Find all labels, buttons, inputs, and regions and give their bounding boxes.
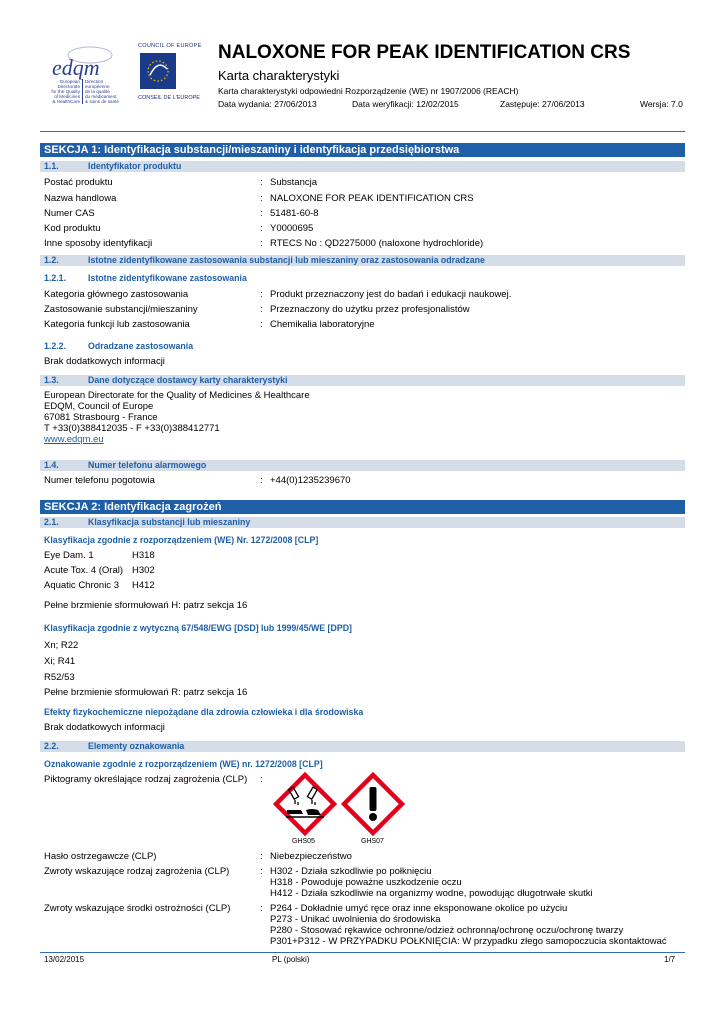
trade-name-value: NALOXONE FOR PEAK IDENTIFICATION CRS	[270, 193, 474, 204]
ghs07-exclamation-icon	[341, 772, 405, 836]
edqm-org-en: European Directorate for the Quality of Medicines & HealthCare	[51, 79, 80, 104]
cas-value: 51481-60-8	[270, 208, 319, 219]
dsd-classification-heading: Klasyfikacja zgodnie z wytyczną 67/548/EWG [DSD] lub 1999/45/WE [DPD]	[44, 623, 352, 633]
footer-page-number: 1/7	[664, 955, 676, 964]
dsd-row: R52/53	[44, 672, 75, 683]
version: Wersja: 7.0	[640, 99, 683, 109]
clp-code: H318	[132, 550, 155, 561]
signal-word-label: Hasło ostrzegawcze (CLP)	[44, 851, 157, 862]
trade-name-label: Nazwa handlowa	[44, 193, 117, 204]
emergency-label: Numer telefonu pogotowia	[44, 475, 155, 486]
function-use-label: Kategoria funkcji lub zastosowania	[44, 319, 190, 330]
pictograms-colon: :	[260, 774, 263, 785]
clp-code: H412	[132, 580, 155, 591]
subsection-2-1: 2.1. Klasyfikacja substancji lub mieszaniny	[40, 517, 685, 528]
footer-divider	[40, 952, 685, 953]
supplier-website-link[interactable]: www.edqm.eu	[44, 434, 104, 445]
h-full-text-note: Pełne brzmienie sformułowań H: patrz sekcja 16	[44, 600, 248, 611]
function-use-value: Chemikalia laboratoryjne	[270, 319, 375, 330]
precautionary-statement: P280 - Stosować rękawice ochronne/odzież ochronną/ochronę oczu/ochronę twarzy	[270, 925, 624, 936]
ghs05-corrosion-icon	[273, 772, 337, 836]
clp-class: Eye Dam. 1	[44, 550, 94, 561]
emergency-value: +44(0)1235239670	[270, 475, 351, 486]
subsection-1-3: 1.3. Dane dotyczące dostawcy karty charakterystyki	[40, 375, 685, 386]
clp-code: H302	[132, 565, 155, 576]
edqm-org-fr: Direction européenne de la qualité du médicament & soins de santé	[82, 79, 122, 104]
product-code-value: Y0000695	[270, 223, 314, 234]
cas-label: Numer CAS	[44, 208, 95, 219]
document-title: NALOXONE FOR PEAK IDENTIFICATION CRS	[218, 42, 631, 63]
header-divider	[40, 131, 685, 132]
clp-class: Aquatic Chronic 3	[44, 580, 119, 591]
subsection-1-1: 1.1. Identyfikator produktu	[40, 161, 685, 172]
clp-classification-heading: Klasyfikacja zgodnie z rozporządzeniem (WE) Nr. 1272/2008 [CLP]	[44, 535, 319, 545]
precautionary-statement: P273 - Unikać uwolnienia do środowiska	[270, 914, 441, 925]
revision-date: Data weryfikacji: 12/02/2015	[352, 99, 459, 109]
footer-date: 13/02/2015	[44, 955, 85, 964]
supplier-line: EDQM, Council of Europe	[44, 401, 154, 412]
hazard-statement: H302 - Działa szkodliwie po połknięciu	[270, 866, 432, 877]
pictograms-label: Piktogramy określające rodzaj zagrożenia (CLP)	[44, 774, 248, 785]
dsd-row: Xn; R22	[44, 640, 79, 651]
document-subtitle: Karta charakterystyki	[218, 68, 340, 83]
effects-text: Brak dodatkowych informacji	[44, 722, 165, 733]
coe-top-text: COUNCIL OF EUROPE	[138, 43, 202, 49]
subsection-1-4: 1.4. Numer telefonu alarmowego	[40, 460, 685, 471]
advised-against-text: Brak dodatkowych informacji	[44, 356, 165, 367]
effects-heading: Efekty fizykochemiczne niepożądane dla zdrowia człowieka i dla środowiska	[44, 707, 364, 717]
hazard-statements-label: Zwroty wskazujące rodzaj zagrożenia (CLP)	[44, 866, 230, 877]
main-use-value: Produkt przeznaczony jest do badań i edukacji naukowej.	[270, 289, 512, 300]
subsection-1-2-1: 1.2.1. Istotne zidentyfikowane zastosowania	[44, 273, 247, 283]
ghs05-caption: GHS05	[292, 838, 315, 845]
edqm-logo-text: edqm	[52, 55, 100, 80]
subsection-1-2: 1.2. Istotne zidentyfikowane zastosowania substancji lub mieszaniny oraz zastosowania odradzane	[40, 255, 685, 266]
hazard-statement: H412 - Działa szkodliwie na organizmy wodne, powodując długotrwałe skutki	[270, 888, 593, 899]
edqm-logo	[40, 45, 122, 107]
substance-use-label: Zastosowanie substancji/mieszaniny	[44, 304, 198, 315]
section-1-title: SEKCJA 1: Identyfikacja substancji/mieszaniny i identyfikacja przedsiębiorstwa	[40, 143, 685, 157]
r-full-text-note: Pełne brzmienie sformułowań R: patrz sekcja 16	[44, 687, 248, 698]
signal-word-value: Niebezpieczeństwo	[270, 851, 352, 862]
coe-emblem-icon	[140, 53, 176, 89]
supersedes-date: Zastępuje: 27/06/2013	[500, 99, 585, 109]
supplier-line: 67081 Strasbourg - France	[44, 412, 158, 423]
precautionary-statement: P264 - Dokładnie umyć ręce oraz inne eksponowane okolice po użyciu	[270, 903, 568, 914]
product-form-label: Postać produktu	[44, 177, 113, 188]
ghs07-caption: GHS07	[361, 838, 384, 845]
main-use-label: Kategoria głównego zastosowania	[44, 289, 189, 300]
other-id-label: Inne sposoby identyfikacji	[44, 238, 153, 249]
footer-language: PL (polski)	[272, 955, 310, 964]
clp-class: Acute Tox. 4 (Oral)	[44, 565, 124, 576]
clp-labelling-heading: Oznakowanie zgodnie z rozporządzeniem (WE) nr. 1272/2008 [CLP]	[44, 759, 323, 769]
precautionary-statement: P301+P312 - W PRZYPADKU POŁKNIĘCIA: W przypadku złego samopoczucia skontaktować	[270, 936, 667, 947]
other-id-value: RTECS No : QD2275000 (naloxone hydrochloride)	[270, 238, 484, 249]
council-of-europe-logo	[138, 43, 214, 105]
precautionary-statements-label: Zwroty wskazujące środki ostrożności (CLP)	[44, 903, 231, 914]
dsd-row: Xi; R41	[44, 656, 76, 667]
product-form-value: Substancja	[270, 177, 318, 188]
product-code-label: Kod produktu	[44, 223, 101, 234]
subsection-1-2-2: 1.2.2. Odradzane zastosowania	[44, 341, 194, 351]
supplier-line: European Directorate for the Quality of Medicines & Healthcare	[44, 390, 310, 401]
supplier-line: T +33(0)388412035 - F +33(0)388412771	[44, 423, 220, 434]
substance-use-value: Przeznaczony do użytku przez profesjonalistów	[270, 304, 470, 315]
section-2-title: SEKCJA 2: Identyfikacja zagrożeń	[40, 500, 685, 514]
issue-date: Data wydania: 27/06/2013	[218, 99, 317, 109]
hazard-statement: H318 - Powoduje poważne uszkodzenie oczu	[270, 877, 462, 888]
subsection-2-2: 2.2. Elementy oznakowania	[40, 741, 685, 752]
coe-bottom-text: CONSEIL DE L'EUROPE	[138, 95, 200, 101]
regulation-line: Karta charakterystyki odpowiedni Rozporządzenie (WE) nr 1907/2006 (REACH)	[218, 86, 519, 96]
